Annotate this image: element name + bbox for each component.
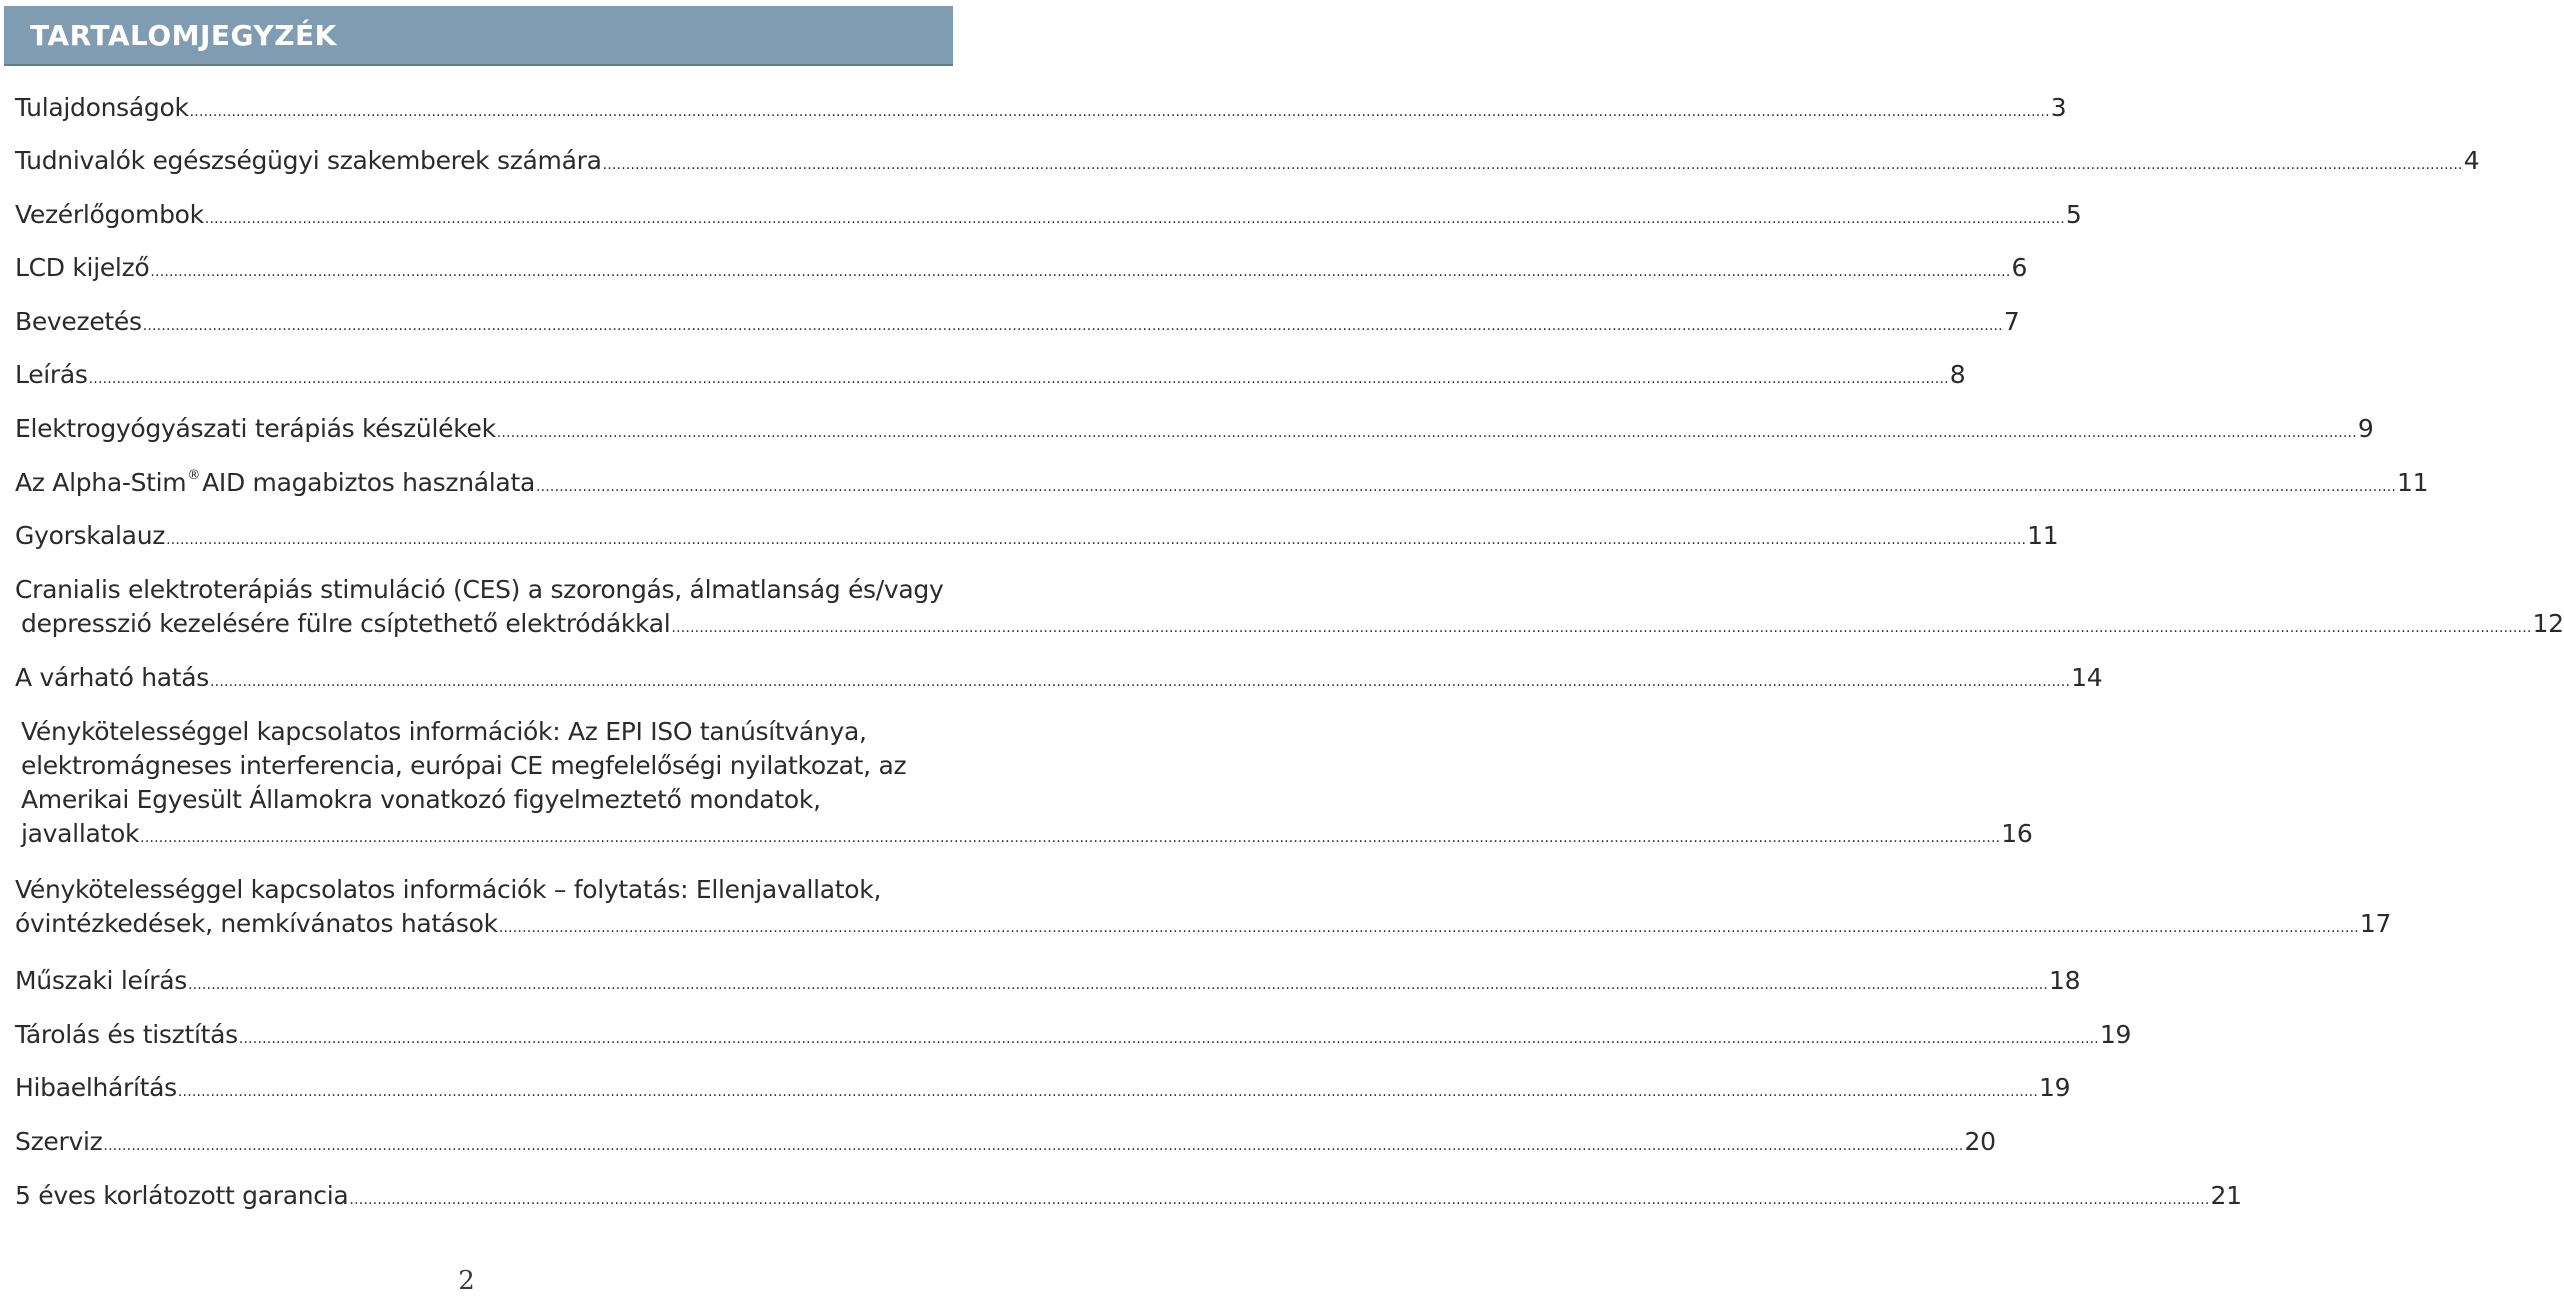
toc-entry-page: 19 — [2099, 1020, 2132, 1049]
toc-entry-venykoteles-folytatas[interactable] — [15, 873, 2392, 941]
toc-entry-leiras[interactable] — [15, 358, 1966, 392]
toc-entry-hibaelharitas[interactable] — [15, 1071, 2071, 1105]
toc-entry-vezerlogombok[interactable] — [15, 198, 2082, 232]
toc-entry-title-line-1: Vénykötelességgel kapcsolatos információk: Az EPI ISO tanúsítványa, — [21, 717, 867, 746]
dot-leader: ................................................................................................................................................................................................................................................................................................................................................................................................................ — [535, 479, 2397, 495]
toc-entry-title-line-1: Cranialis elektroterápiás stimuláció (CES) a szorongás, álmatlanság és/vagy — [15, 575, 944, 604]
toc-entry-venykoteles-info[interactable] — [15, 715, 2033, 851]
toc-entry-alpha-stim[interactable] — [15, 466, 2429, 500]
toc-entry-page: 17 — [2359, 909, 2392, 938]
toc-entry-page: 16 — [2001, 819, 2033, 848]
dot-leader: ................................................................................................................................................................................................................................................................................................................................................................................................................ — [187, 977, 2049, 993]
toc-entry-lcd-kijelzo[interactable] — [15, 251, 2028, 285]
dot-leader: ................................................................................................................................................................................................................................................................................................................................................................................................................ — [177, 1084, 2038, 1100]
page-number: 2 — [458, 1266, 475, 1296]
toc-entry-page: 8 — [1949, 360, 1966, 389]
dot-leader: ................................................................................................................................................................................................................................................................................................................................................................................................................ — [142, 318, 2003, 334]
toc-entry-title: Tulajdonságok — [15, 93, 189, 122]
dot-leader: ................................................................................................................................................................................................................................................................................................................................................................................................................ — [140, 830, 2001, 846]
toc-entry-page: 18 — [2049, 966, 2081, 995]
toc-entry-page: 7 — [2003, 307, 2020, 336]
dot-leader: ................................................................................................................................................................................................................................................................................................................................................................................................................ — [498, 920, 2359, 936]
toc-entry-page: 6 — [2011, 253, 2028, 282]
toc-entry-title-line-2: elektromágneses interferencia, európai CE megfelelőségi nyilatkozat, az — [21, 751, 907, 780]
toc-entry-title: Gyorskalauz — [15, 521, 166, 550]
toc-entry-ces[interactable] — [15, 573, 2564, 641]
toc-entry-title: Műszaki leírás — [15, 966, 187, 995]
toc-entry-page: 21 — [2210, 1181, 2242, 1210]
toc-entry-title-main: Az Alpha-Stim — [15, 468, 187, 497]
toc-entry-garancia[interactable] — [15, 1179, 2242, 1213]
dot-leader: ................................................................................................................................................................................................................................................................................................................................................................................................................ — [88, 371, 1949, 387]
toc-entry-title-line-2: óvintézkedések, nemkívánatos hatások — [15, 909, 498, 938]
toc-entry-page: 3 — [2050, 93, 2067, 122]
toc-entry-gyorskalauz[interactable] — [15, 519, 2059, 553]
dot-leader: ................................................................................................................................................................................................................................................................................................................................................................................................................ — [349, 1192, 2210, 1208]
toc-entry-title: Leírás — [15, 360, 88, 389]
toc-entry-title-suffix: AID magabiztos használata — [202, 468, 535, 497]
toc-title: TARTALOMJEGYZÉK — [30, 19, 337, 52]
toc-entry-title: A várható hatás — [15, 663, 210, 692]
registered-trademark-mark: ® — [187, 468, 201, 483]
toc-entry-page: 4 — [2463, 146, 2480, 175]
toc-entry-title: LCD kijelző — [15, 253, 150, 282]
toc-entry-varhato-hatas[interactable] — [15, 661, 2103, 695]
toc-entry-tarolas[interactable] — [15, 1018, 2132, 1052]
dot-leader: ................................................................................................................................................................................................................................................................................................................................................................................................................ — [189, 104, 2050, 120]
dot-leader: ................................................................................................................................................................................................................................................................................................................................................................................................................ — [204, 211, 2065, 227]
toc-entry-title: Bevezetés — [15, 307, 142, 336]
toc-entry-title: 5 éves korlátozott garancia — [15, 1181, 349, 1210]
dot-leader: ................................................................................................................................................................................................................................................................................................................................................................................................................ — [238, 1031, 2099, 1047]
toc-entry-page: 11 — [2027, 521, 2059, 550]
toc-entry-title: Tárolás és tisztítás — [15, 1020, 238, 1049]
dot-leader: ................................................................................................................................................................................................................................................................................................................................................................................................................ — [671, 620, 2532, 636]
toc-entry-title: Tudnivalók egészségügyi szakemberek számára — [15, 146, 602, 175]
toc-entry-elektrogyogyaszati[interactable] — [15, 412, 2374, 446]
dot-leader: ................................................................................................................................................................................................................................................................................................................................................................................................................ — [602, 157, 2463, 173]
toc-entry-title-line-3: Amerikai Egyesült Államokra vonatkozó figyelmeztető mondatok, — [21, 785, 821, 814]
toc-entry-title: Elektrogyógyászati terápiás készülékek — [15, 414, 496, 443]
toc-entry-bevezetes[interactable] — [15, 305, 2020, 339]
toc-entry-page: 19 — [2038, 1073, 2071, 1102]
dot-leader: ................................................................................................................................................................................................................................................................................................................................................................................................................ — [103, 1138, 1964, 1154]
dot-leader: ................................................................................................................................................................................................................................................................................................................................................................................................................ — [210, 674, 2071, 690]
toc-entry-tulajdonsagok[interactable] — [15, 91, 2067, 125]
toc-entry-page: 5 — [2065, 200, 2082, 229]
toc-entry-page: 11 — [2397, 468, 2429, 497]
dot-leader: ................................................................................................................................................................................................................................................................................................................................................................................................................ — [166, 532, 2027, 548]
toc-entry-muszaki-leiras[interactable] — [15, 964, 2081, 998]
toc-entry-title-line-4: javallatok — [21, 819, 140, 848]
toc-entry-title: Vezérlőgombok — [15, 200, 204, 229]
toc-entry-page: 9 — [2357, 414, 2374, 443]
toc-entry-page: 14 — [2071, 663, 2103, 692]
toc-entry-title: Szerviz — [15, 1127, 103, 1156]
toc-entry-tudnivalok[interactable] — [15, 144, 2480, 178]
toc-entry-title-line-1: Vénykötelességgel kapcsolatos információk – folytatás: Ellenjavallatok, — [15, 875, 882, 904]
toc-entry-page: 12 — [2532, 609, 2564, 638]
dot-leader: ................................................................................................................................................................................................................................................................................................................................................................................................................ — [150, 264, 2011, 280]
toc-entry-title-line-2: depresszió kezelésére fülre csíptethető elektródákkal — [21, 609, 671, 638]
toc-entry-title: Hibaelhárítás — [15, 1073, 177, 1102]
toc-entry-title — [15, 466, 535, 500]
toc-entry-page: 20 — [1964, 1127, 1996, 1156]
toc-entry-szerviz[interactable] — [15, 1125, 1996, 1159]
dot-leader: ................................................................................................................................................................................................................................................................................................................................................................................................................ — [496, 425, 2357, 441]
